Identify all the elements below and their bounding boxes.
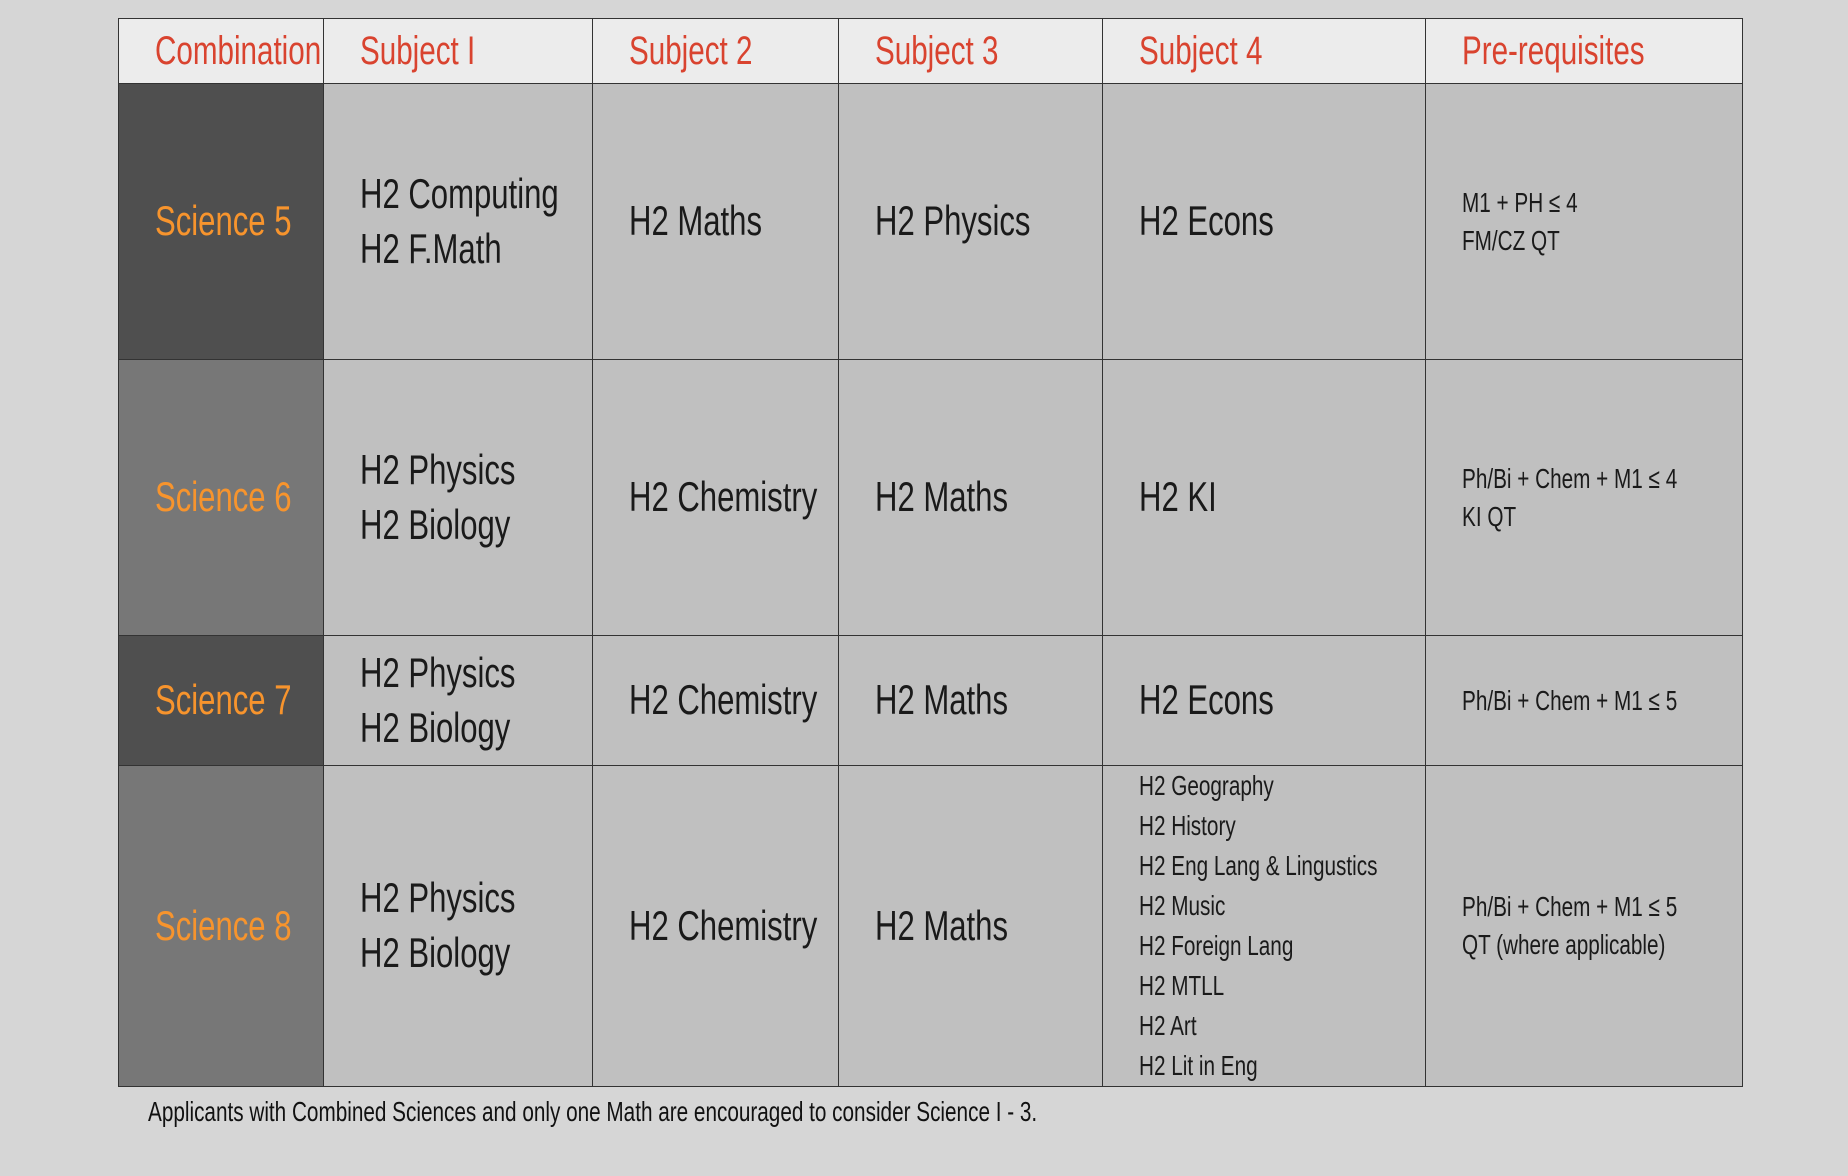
header-combination — [119, 19, 324, 84]
table-row — [119, 766, 1743, 1087]
combination-name: Science 7 — [155, 676, 292, 724]
header-label: Combination — [155, 29, 322, 73]
table-row — [119, 636, 1743, 766]
subject4-line: H2 Eng Lang & Lingustics — [1139, 850, 1378, 881]
combination-cell — [119, 636, 324, 766]
subject4-cell — [1103, 360, 1426, 636]
subject2-cell — [593, 636, 839, 766]
subject1-cell — [324, 636, 593, 766]
subject4-line: H2 History — [1139, 810, 1236, 841]
subject1-line: H2 Physics — [360, 445, 516, 493]
subject2-text: H2 Chemistry — [629, 473, 818, 521]
subject1-line: H2 F.Math — [360, 224, 502, 272]
subject1-line: H2 Physics — [360, 874, 516, 922]
prereq-line: QT (where applicable) — [1462, 929, 1666, 960]
subject1-line: H2 Biology — [360, 500, 511, 548]
subject4-line: H2 Music — [1139, 890, 1226, 921]
combination-cell — [119, 84, 324, 360]
subject4-line: H2 Geography — [1139, 770, 1274, 801]
prereq-cell — [1426, 84, 1743, 360]
prereq-line: M1 + PH ≤ 4 — [1462, 186, 1578, 218]
subject1-line: H2 Physics — [360, 648, 516, 696]
subject3-cell — [839, 766, 1103, 1087]
subject4-line: H2 MTLL — [1139, 970, 1225, 1001]
subject3-text: H2 Maths — [875, 901, 1009, 949]
header-subject-4 — [1103, 19, 1426, 84]
subject1-line: H2 Biology — [360, 703, 511, 751]
subject3-cell — [839, 636, 1103, 766]
subject4-line: H2 Art — [1139, 1010, 1197, 1041]
subject2-text: H2 Maths — [629, 197, 763, 245]
subject2-cell — [593, 360, 839, 636]
subject2-text: H2 Chemistry — [629, 676, 818, 724]
subject1-cell — [324, 766, 593, 1087]
subject4-line: H2 Lit in Eng — [1139, 1050, 1258, 1081]
combination-name: Science 8 — [155, 901, 292, 949]
prereq-line: KI QT — [1462, 500, 1517, 532]
header-label: Pre-requisites — [1462, 29, 1645, 73]
subject3-text: H2 Physics — [875, 197, 1031, 245]
subject2-cell — [593, 766, 839, 1087]
subject4-cell — [1103, 636, 1426, 766]
prereq-cell — [1426, 636, 1743, 766]
header-label: Subject I — [360, 29, 476, 73]
subject3-text: H2 Maths — [875, 473, 1009, 521]
subject1-cell — [324, 360, 593, 636]
combination-cell — [119, 360, 324, 636]
prereq-cell — [1426, 766, 1743, 1087]
header-label: Subject 4 — [1139, 29, 1263, 73]
subject4-cell — [1103, 84, 1426, 360]
combination-name: Science 6 — [155, 473, 292, 521]
prereq-cell — [1426, 360, 1743, 636]
subject1-cell — [324, 84, 593, 360]
subject4-line: H2 Econs — [1139, 676, 1274, 724]
combination-name: Science 5 — [155, 197, 292, 245]
footer-note — [148, 1094, 1350, 1130]
table-row — [119, 84, 1743, 360]
table-row — [119, 360, 1743, 636]
header-label: Subject 3 — [875, 29, 999, 73]
prereq-line: FM/CZ QT — [1462, 224, 1560, 256]
subject4-line: H2 Econs — [1139, 197, 1274, 245]
subject1-line: H2 Computing — [360, 169, 559, 217]
header-prerequisites — [1426, 19, 1743, 84]
subject-combination-table — [118, 18, 1743, 1087]
header-row — [119, 19, 1743, 84]
subject2-cell — [593, 84, 839, 360]
subject4-line: H2 Foreign Lang — [1139, 930, 1294, 961]
combination-cell — [119, 766, 324, 1087]
footer-text: Applicants with Combined Sciences and only one Math are encouraged to consider Science I - 3. — [148, 1096, 1038, 1127]
prereq-line: Ph/Bi + Chem + M1 ≤ 5 — [1462, 684, 1678, 716]
subject4-line: H2 KI — [1139, 473, 1217, 521]
header-label: Subject 2 — [629, 29, 753, 73]
header-subject-1 — [324, 19, 593, 84]
subject3-cell — [839, 360, 1103, 636]
subject4-cell — [1103, 766, 1426, 1087]
header-subject-3 — [839, 19, 1103, 84]
prereq-line: Ph/Bi + Chem + M1 ≤ 4 — [1462, 462, 1678, 494]
subject1-line: H2 Biology — [360, 929, 511, 976]
header-subject-2 — [593, 19, 839, 84]
subject2-text: H2 Chemistry — [629, 901, 818, 949]
subject3-text: H2 Maths — [875, 676, 1009, 724]
prereq-line: Ph/Bi + Chem + M1 ≤ 5 — [1462, 891, 1678, 922]
subject3-cell — [839, 84, 1103, 360]
